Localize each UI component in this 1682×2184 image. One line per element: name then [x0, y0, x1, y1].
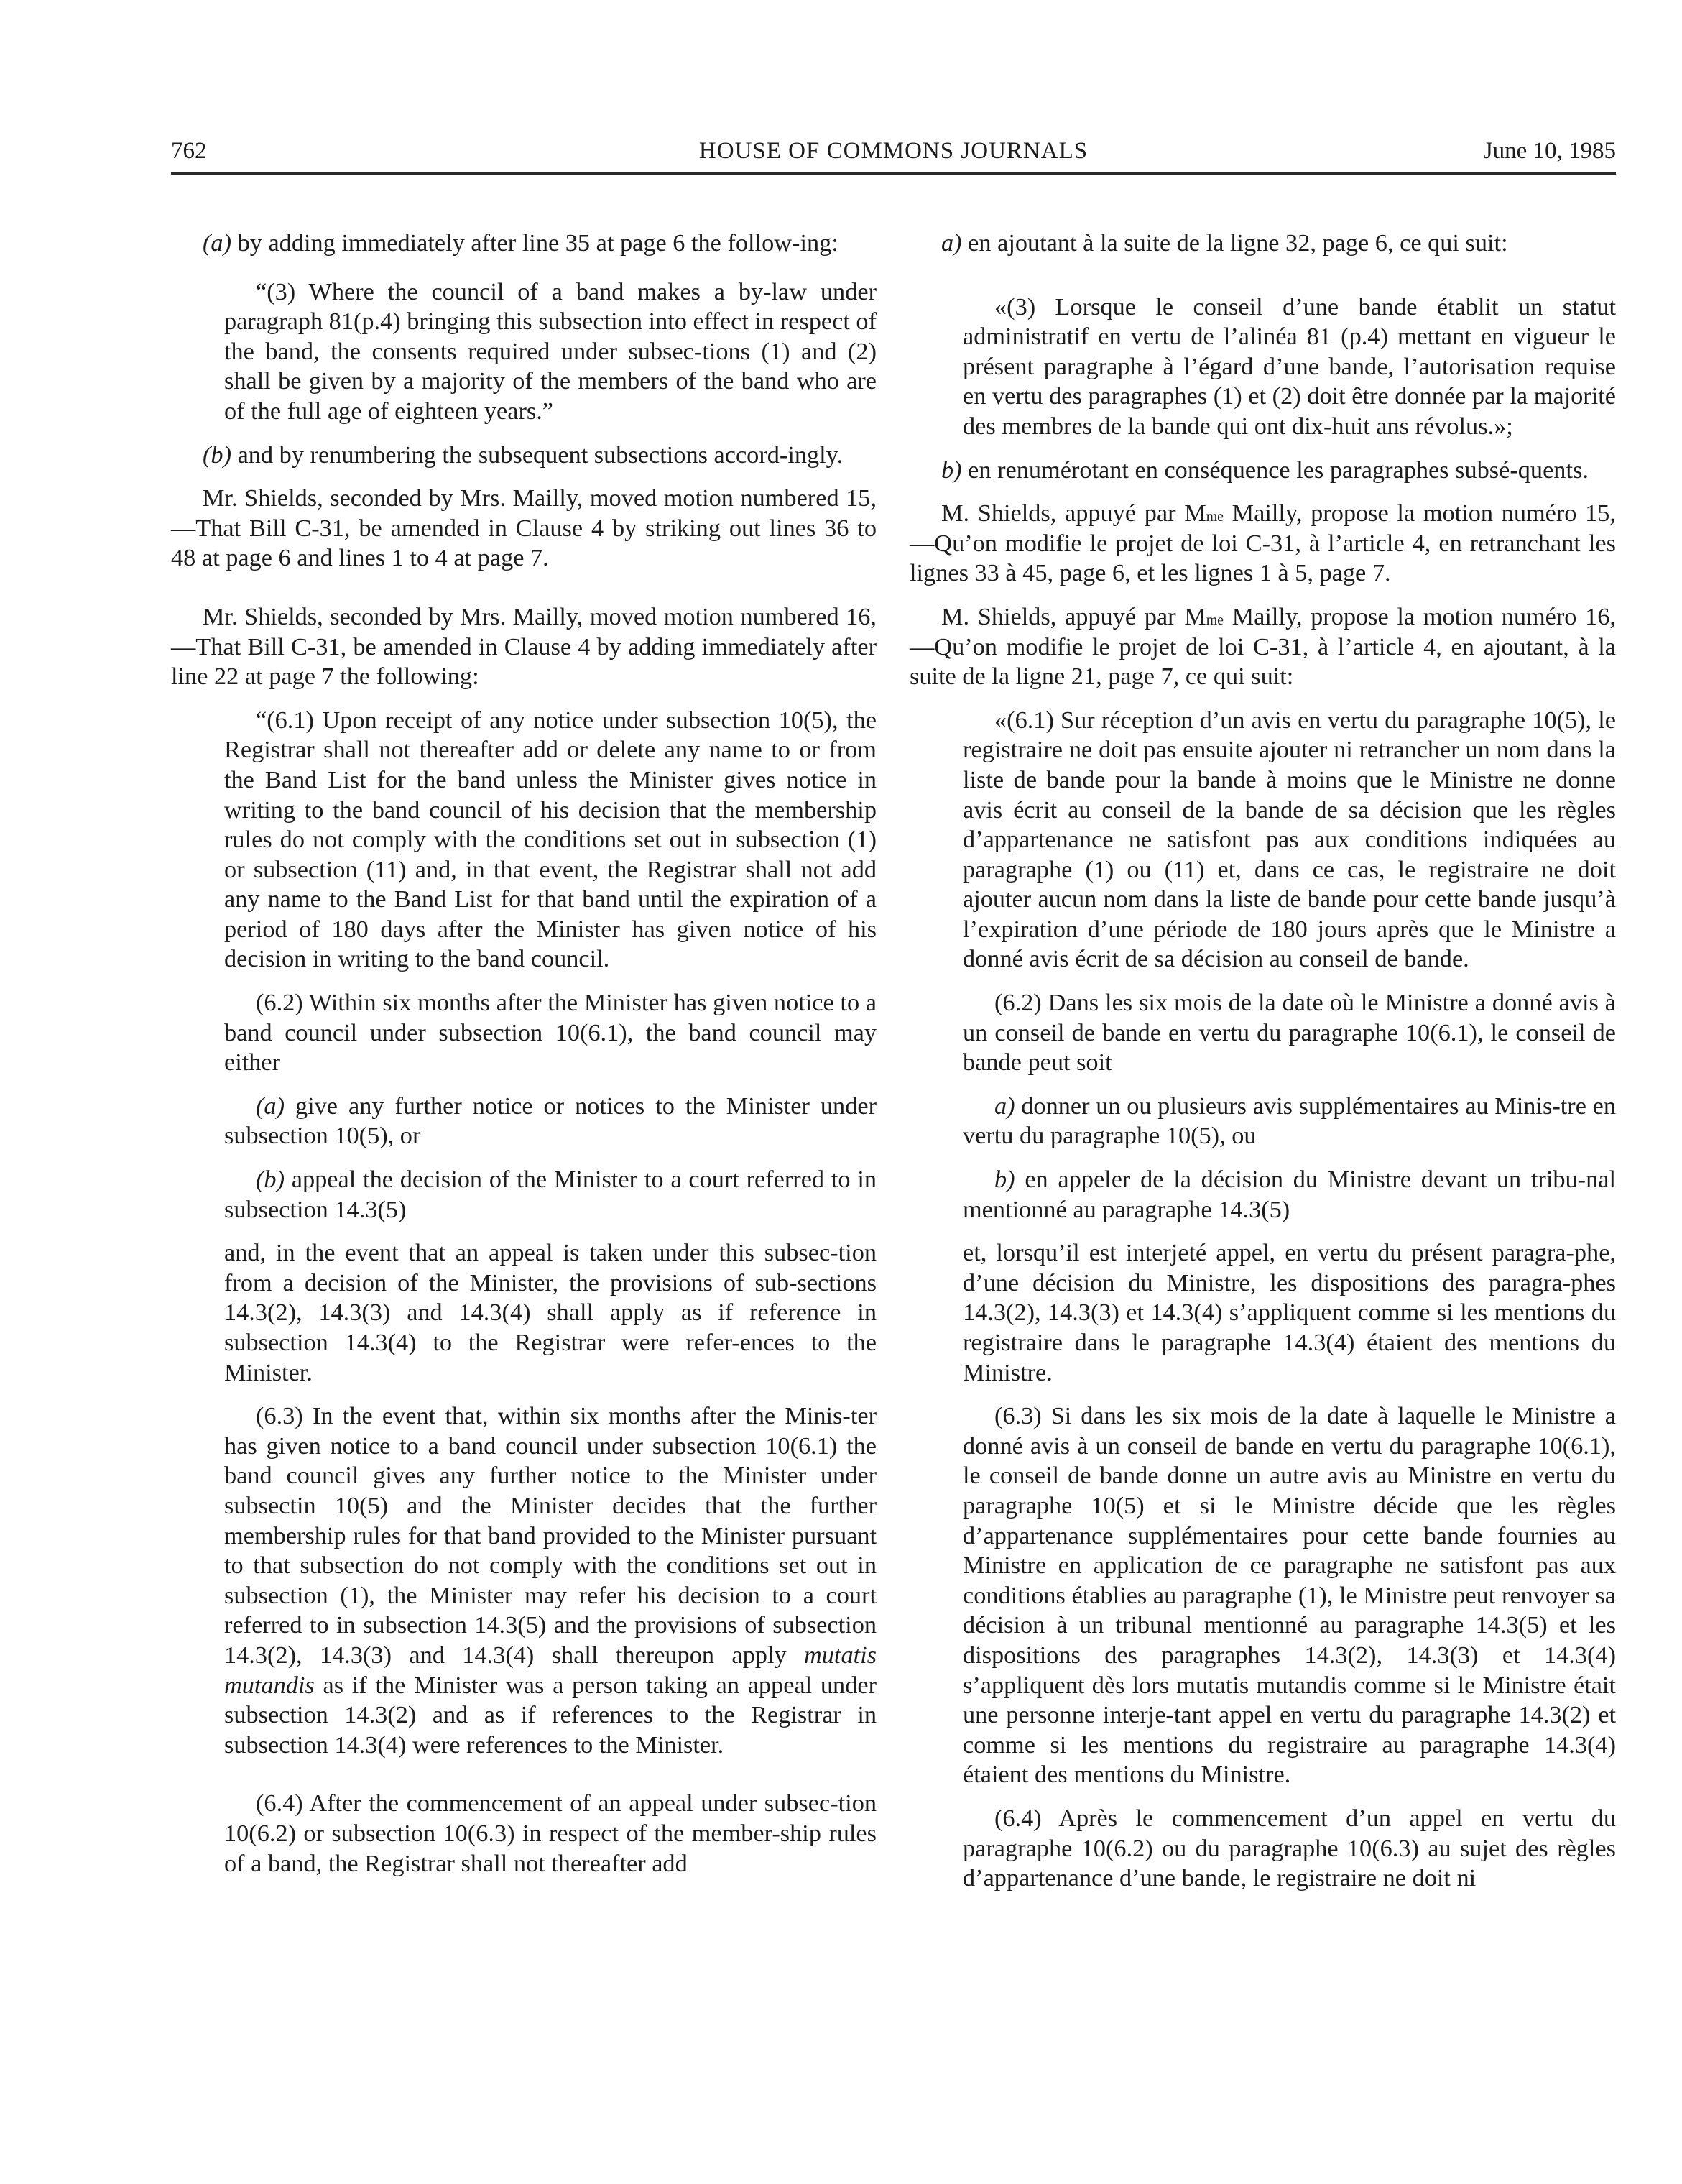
subsection-6-2-a	[224, 1092, 877, 1151]
section-text: as if the Minister was a person taking an appeal under subsection 14.3(2) and as if references to the Registrar in subsection 14.3(4) were references to the Minister.	[224, 1671, 877, 1759]
journal-title: HOUSE OF COMMONS JOURNALS	[698, 138, 1089, 164]
superscript: me	[1206, 612, 1224, 628]
superscript: me	[1206, 509, 1224, 525]
subsection-6-1: «(6.1) Sur réception d’un avis en vertu du paragraphe 10(5), le registraire ne doit pas ensuite ajouter ni retrancher un nom dans la liste de bande pour la bande à moins que le Ministre ne donne avis écrit au conseil de la bande de sa décision que les règles d’appartenance ne satisfont pas aux conditions indiquées au paragraphe (1) ou (11) et, dans ce cas, le registraire ne doit ajouter aucun nom dans la liste de bande pour cette bande jusqu’à l’expiration d’une période de 180 jours après que le Ministre a donné avis écrit de sa décision au conseil de bande.	[963, 706, 1616, 973]
quoted-subsection-3: «(3) Lorsque le conseil d’une bande établit un statut administratif en vertu de l’alinéa 81 (p.4) mettant en vigueur le présent paragraphe à l’égard d’une bande, l’autorisation requise en vertu des paragraphes (1) et (2) doit être donnée par la majorité des membres de la bande qui ont dix-huit ans révolus.»;	[963, 292, 1616, 440]
running-header	[171, 135, 1616, 175]
french-column	[910, 229, 1616, 1907]
item-label: a)	[994, 1092, 1015, 1120]
item-label: b)	[941, 456, 962, 484]
amendment-item-b	[910, 456, 1616, 486]
amendment-item-a	[910, 229, 1616, 259]
motion-16: Mr. Shields, seconded by Mrs. Mailly, moved motion numbered 16,—That Bill C-31, be amended in Clause 4 by adding immediately after line 22 at page 7 the following:	[171, 602, 877, 691]
motion-text: M. Shields, appuyé par M	[941, 602, 1206, 630]
item-label: (a)	[256, 1092, 285, 1120]
item-label: (a)	[203, 229, 231, 257]
latin-phrase: mutatis mutandis	[224, 1641, 877, 1699]
subsection-6-2: (6.2) Dans les six mois de la date où le Ministre a donné avis à un conseil de bande en vertu du paragraphe 10(6.1), le conseil de bande peut soit	[963, 989, 1616, 1077]
item-label: (b)	[203, 441, 231, 469]
journal-date: June 10, 1985	[1483, 138, 1616, 164]
item-text: donner un ou plusieurs avis supplémentaires au Minis-tre en vertu du paragraphe 10(5), ou	[963, 1092, 1616, 1150]
subsection-6-4: (6.4) Après le commencement d’un appel en vertu du paragraphe 10(6.2) ou du paragraphe 10(6.3) au sujet des règles d’appartenance d’une bande, le registraire ne doit ni	[963, 1804, 1616, 1892]
motion-15: Mr. Shields, seconded by Mrs. Mailly, moved motion numbered 15,—That Bill C-31, be amended in Clause 4 by striking out lines 36 to 48 at page 6 and lines 1 to 4 at page 7.	[171, 484, 877, 572]
subsection-6-2-b	[224, 1165, 877, 1225]
motion-15	[910, 499, 1616, 589]
item-label: b)	[994, 1166, 1015, 1194]
item-text: en ajoutant à la suite de la ligne 32, page 6, ce qui suit:	[961, 229, 1508, 257]
item-text: en renumérotant en conséquence les paragraphes subsé-quents.	[961, 456, 1589, 484]
subsection-6-2-b	[963, 1165, 1616, 1225]
item-label: a)	[941, 229, 962, 257]
item-label: (b)	[256, 1166, 285, 1194]
item-text: by adding immediately after line 35 at page 6 the follow-ing:	[231, 229, 838, 257]
item-text: and by renumbering the subsequent subsections accord-ingly.	[231, 441, 844, 469]
item-text: give any further notice or notices to the Minister under subsection 10(5), or	[224, 1092, 877, 1150]
item-text: appeal the decision of the Minister to a court referred to in subsection 14.3(5)	[224, 1166, 877, 1223]
subsection-6-3	[224, 1401, 877, 1760]
motion-text: Mailly, propose la motion numéro 16,—Qu’on modifie le projet de loi C-31, à l’article 4, en ajoutant, à la suite de la ligne 21, page 7, ce qui suit:	[910, 602, 1616, 691]
subsection-6-2-a	[963, 1092, 1616, 1151]
section-text: (6.3) In the event that, within six months after the Minis-ter has given notice to a band council under subsection 10(6.1) the band council gives any further notice to the Minister under subsectin 10(5) and the Minister decides that the further membership rules for that band provided to the Minister pursuant to that subsection do not comply with the conditions set out in subsection (1), the Minister may refer his decision to a court referred to in subsection 14.3(5) and the provisions of subsection 14.3(2), 14.3(3) and 14.3(4) shall thereupon apply	[224, 1402, 877, 1669]
amendment-item-a	[171, 229, 877, 259]
subsection-6-1: “(6.1) Upon receipt of any notice under subsection 10(5), the Registrar shall not thereafter add or delete any name to or from the Band List for the band unless the Minister gives notice in writing to the band council of his decision that the membership rules do not comply with the conditions set out in subsection (1) or subsection (11) and, in that event, the Registrar shall not add any name to the Band List for that band until the expiration of a period of 180 days after the Minister has given notice of his decision in writing to the band council.	[224, 706, 877, 973]
subsection-6-2: (6.2) Within six months after the Minister has given notice to a band council under subsection 10(6.1), the band council may either	[224, 989, 877, 1077]
motion-16	[910, 602, 1616, 692]
amendment-item-b	[171, 441, 877, 471]
subsection-6-2-tail: and, in the event that an appeal is taken under this subsec-tion from a decision of the Minister, the provisions of sub-sections 14.3(2), 14.3(3) and 14.3(4) shall apply as if reference in subsection 14.3(4) to the Registrar were refer-ences to the Minister.	[224, 1239, 877, 1386]
quoted-subsection-3: “(3) Where the council of a band makes a by-law under paragraph 81(p.4) bringing this subsection into effect in respect of the band, the consents required under subsec-tions (1) and (2) shall be given by a majority of the members of the band who are of the full age of eighteen years.”	[224, 277, 877, 425]
item-text: en appeler de la décision du Ministre devant un tribu-nal mentionné au paragraphe 14.3(5)	[963, 1166, 1616, 1223]
subsection-6-2-tail: et, lorsqu’il est interjeté appel, en vertu du présent paragra-phe, d’une décision du Ministre, les dispositions des paragra-phes 14.3(2), 14.3(3) et 14.3(4) s’appliquent comme si les mentions du registraire dans le paragraphe 14.3(4) étaient des mentions du Ministre.	[963, 1239, 1616, 1386]
motion-text: M. Shields, appuyé par M	[941, 499, 1206, 527]
page-number: 762	[171, 138, 207, 164]
subsection-6-4: (6.4) After the commencement of an appeal under subsec-tion 10(6.2) or subsection 10(6.3) in respect of the member-ship rules of a band, the Registrar shall not thereafter add	[224, 1789, 877, 1877]
english-column	[171, 229, 877, 1892]
subsection-6-3: (6.3) Si dans les six mois de la date à laquelle le Ministre a donné avis à un conseil de bande en vertu du paragraphe 10(6.1), le conseil de bande donne un autre avis au Ministre en vertu du paragraphe 10(5) et si le Ministre décide que les règles d’appartenance supplémentaires pour cette bande fournies au Ministre en application de ce paragraphe ne satisfont pas aux conditions établies au paragraphe (1), le Ministre peut renvoyer sa décision à un tribunal mentionné au paragraphe 14.3(5) et les dispositions des paragraphes 14.3(2), 14.3(3) et 14.3(4) s’appliquent dès lors mutatis mutandis comme si le Ministre était une personne interje-tant appel en vertu du paragraphe 14.3(2) et comme si les mentions du registraire au paragraphe 14.3(4) étaient des mentions du Ministre.	[963, 1402, 1616, 1789]
motion-text: Mailly, propose la motion numéro 15,—Qu’on modifie le projet de loi C-31, à l’article 4, en retranchant les lignes 33 à 45, page 6, et les lignes 1 à 5, page 7.	[910, 499, 1616, 587]
